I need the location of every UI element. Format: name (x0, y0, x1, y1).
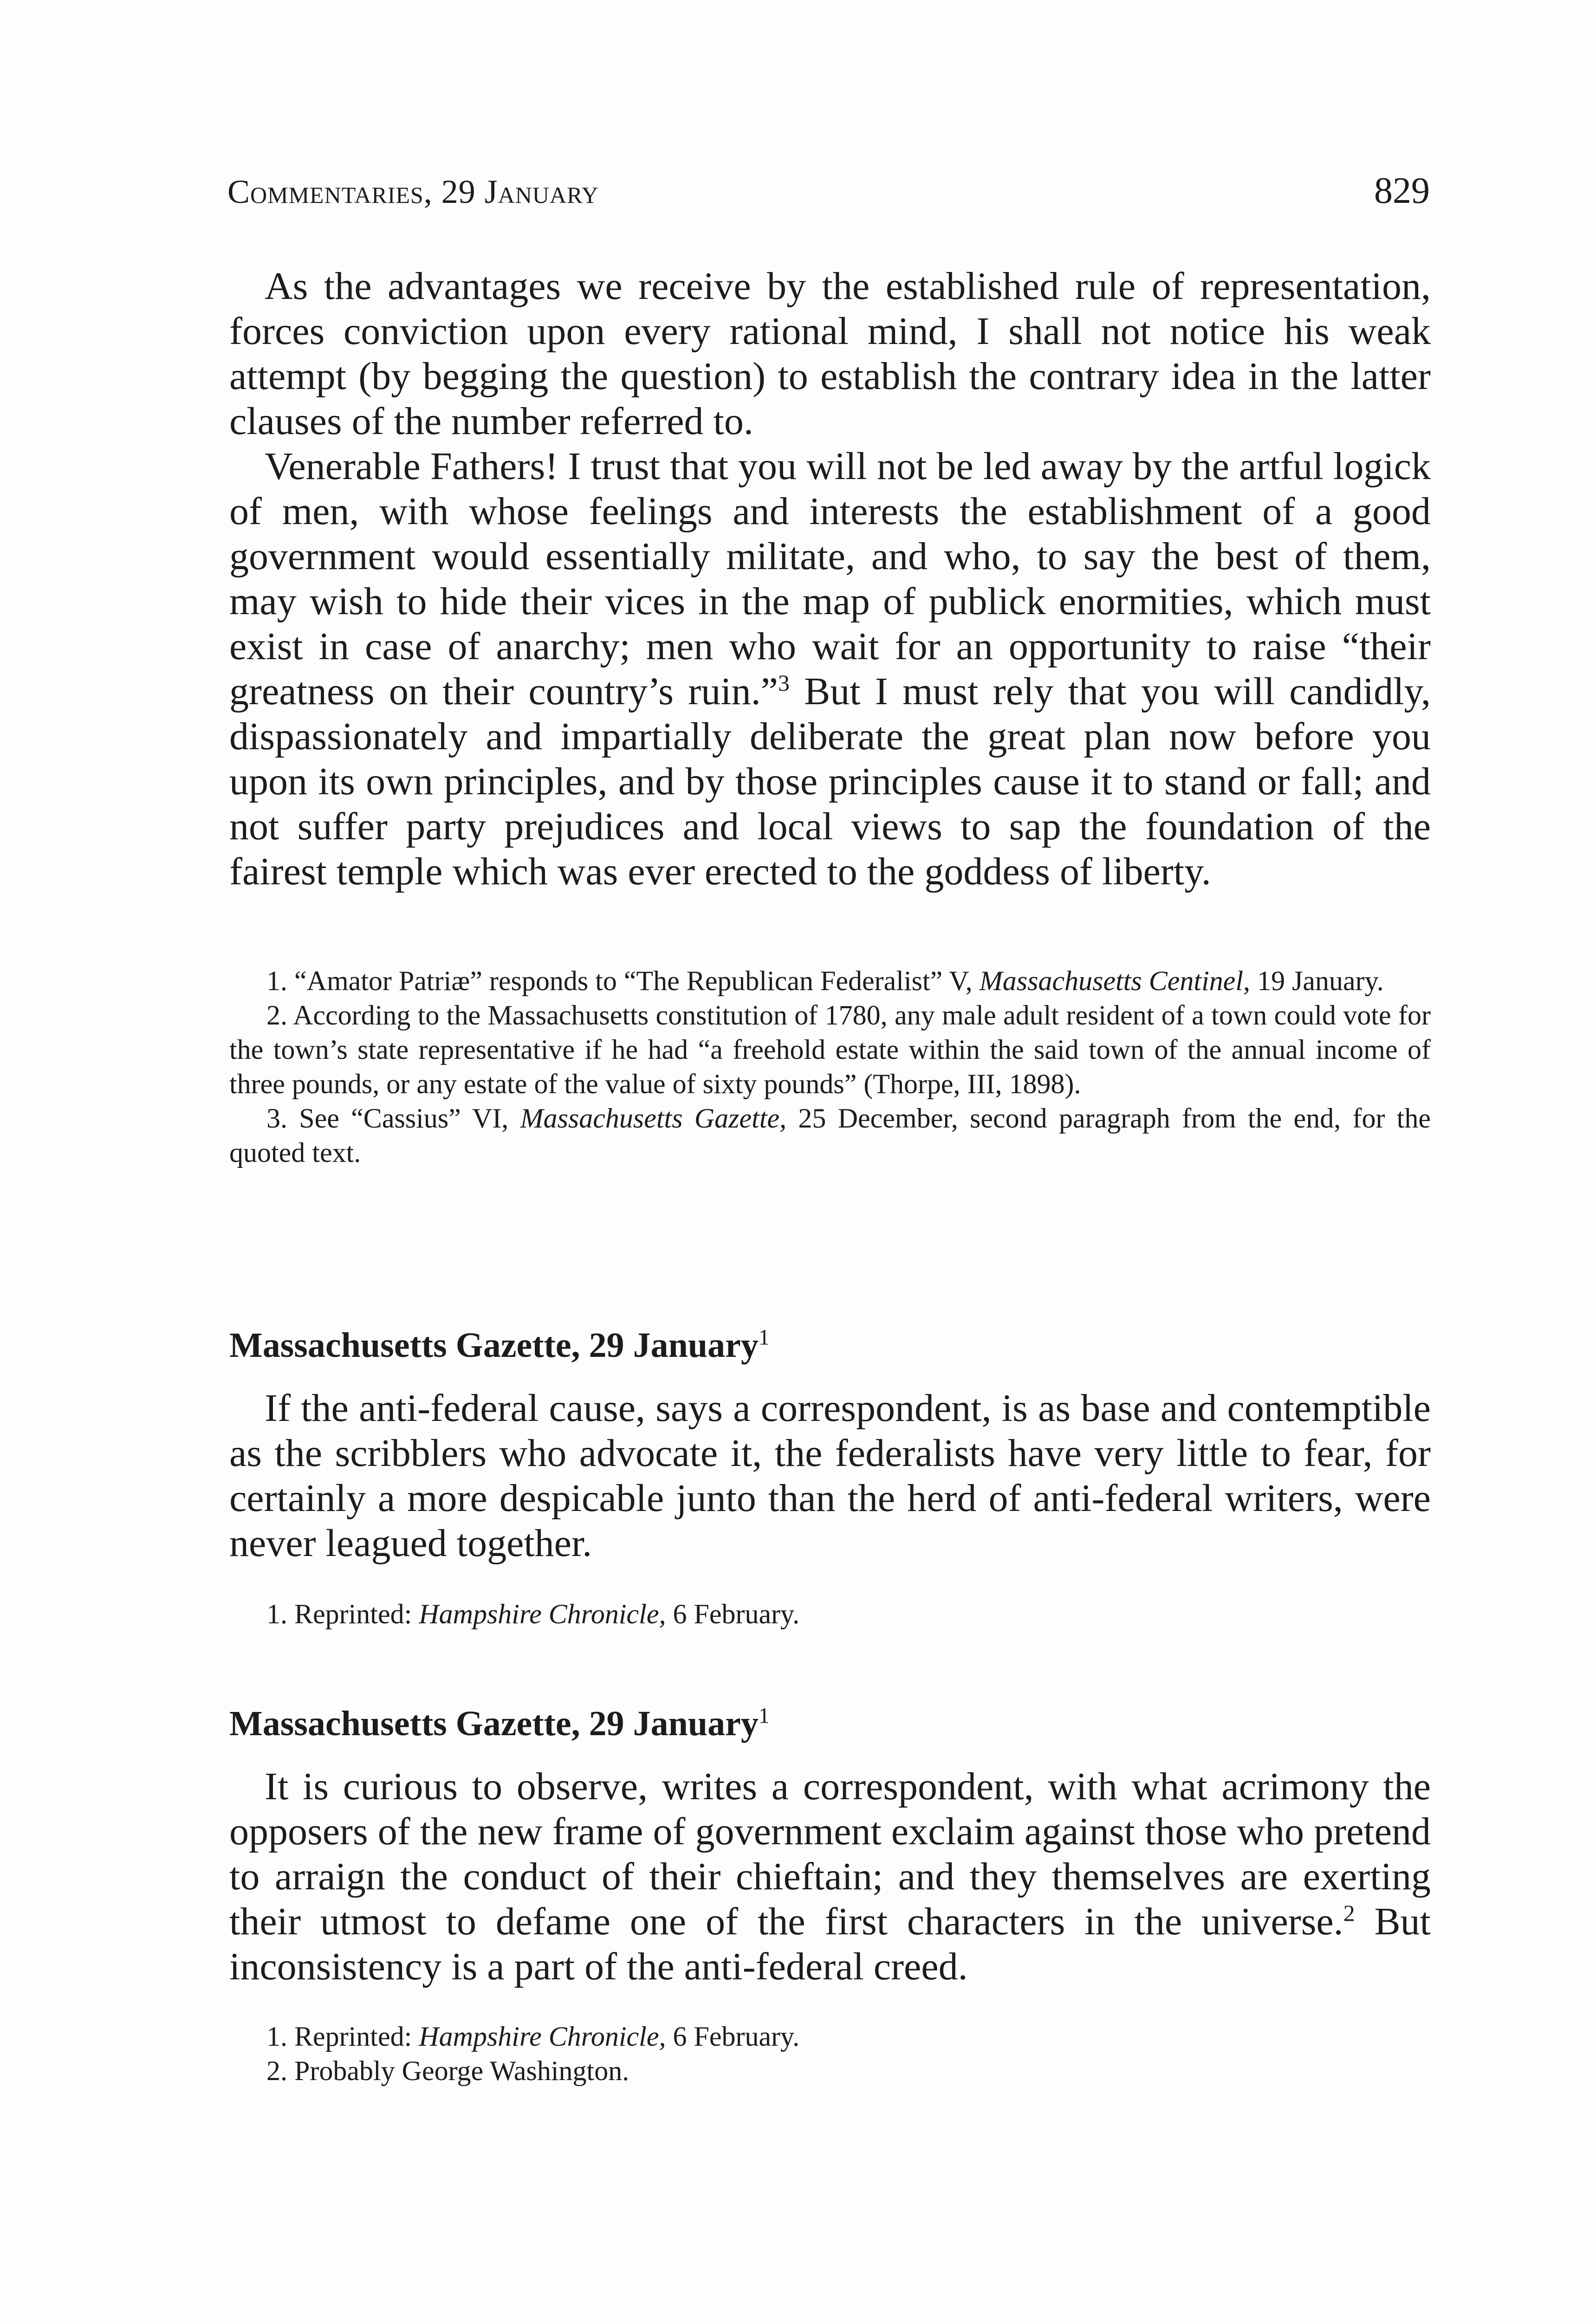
footnote-text: 25 December, second paragraph from the end, for the quoted text. (229, 1103, 1431, 1168)
section-1-notes (229, 964, 1431, 1170)
footnote-ref: 3 (778, 670, 790, 696)
footnote-text: 3. See “Cassius” VI, (266, 1103, 520, 1134)
footnote-1 (229, 2019, 1431, 2054)
section-heading (229, 1323, 1431, 1368)
body-paragraph-2 (229, 444, 1431, 894)
footnote-2: 2. According to the Massachusetts constitution of 1780, any male adult resident of a town could vote for the town’s state representative if he had “a freehold estate within the said town of the annual income of three pounds, or any estate of the value of sixty pounds” (Thorpe, III, 1898). (229, 1000, 1431, 1099)
section-2-notes (229, 1597, 1431, 1631)
paragraph-text: Venerable Fathers! I trust that you will not be led away by the artful logick of men, with whose feelings and interests the establishment of a good government would essentially militate, and who, to say the best of them, may wish to hide their vices in the map of publick enormities, which must exist in case of anarchy; men who wait for an opportunity to raise “their greatness on their country’s ruin.” (229, 445, 1431, 713)
footnote-italic: Massachusetts Centinel, (979, 966, 1251, 996)
section-3-body (229, 1764, 1431, 1989)
footnote-ref: 2 (1343, 1900, 1355, 1926)
section-heading (229, 1701, 1431, 1746)
footnote-text: 6 February. (666, 2021, 800, 2052)
footnote-text: 6 February. (666, 1599, 800, 1629)
footnote-text: 1. Reprinted: (266, 2021, 419, 2052)
footnote-ref: 1 (758, 1325, 770, 1350)
section-2-body (229, 1386, 1431, 1566)
footnote-text: 19 January. (1250, 966, 1384, 996)
footnote-1 (229, 964, 1431, 998)
footnote-italic: Hampshire Chronicle, (419, 2021, 666, 2052)
footnote-text: 1. “Amator Patriæ” responds to “The Republican Federalist” V, (266, 966, 980, 996)
section-gazette-1 (229, 1323, 1431, 1368)
footnote-2: 2. Probably George Washington. (266, 2055, 629, 2086)
footnote-1 (229, 1597, 1431, 1631)
footnote-italic: Hampshire Chronicle, (419, 1599, 666, 1629)
running-head-title: Commentaries, 29 January (227, 173, 599, 210)
heading-text: Massachusetts Gazette, 29 January (229, 1704, 759, 1743)
footnote-ref: 1 (758, 1703, 770, 1728)
footnote-italic: Massachusetts Gazette, (520, 1103, 787, 1134)
paragraph-text: But inconsistency is a part of the anti-federal creed. (229, 1900, 1431, 1988)
section-amator-patriae (229, 264, 1431, 894)
paragraph-text: But I must rely that you will candidly, dispassionately and impartially deliberate the great plan now before you upon its own principles, and by those principles cause it to stand or fall; and not suffer party prejudices and local views to sap the foundation of the fairest temple which was ever erected to the goddess of liberty. (229, 670, 1431, 893)
section-3-notes (229, 2019, 1431, 2088)
body-paragraph: If the anti-federal cause, says a correspondent, is as base and contemptible as the scribblers who advocate it, the federalists have very little to fear, for certainly a more despicable junto than the herd of anti-federal writers, were never leagued together. (229, 1387, 1431, 1565)
paragraph-text: It is curious to observe, writes a correspondent, with what acrimony the opposers of the new frame of government exclaim against those who pretend to arraign the conduct of their chieftain; and they themselves are exerting their utmost to defame one of the first characters in the universe. (229, 1765, 1431, 1943)
body-paragraph-1: As the advantages we receive by the established rule of representation, forces conviction upon every rational mind, I shall not notice his weak attempt (by begging the question) to establish the contrary idea in the latter clauses of the number referred to. (229, 265, 1431, 443)
footnote-text: 1. Reprinted: (266, 1599, 419, 1629)
heading-text: Massachusetts Gazette, 29 January (229, 1326, 759, 1365)
running-head (227, 170, 1430, 224)
footnote-3 (229, 1101, 1431, 1170)
page-number: 829 (1374, 170, 1430, 211)
section-gazette-2 (229, 1701, 1431, 1746)
body-paragraph (229, 1764, 1431, 1989)
